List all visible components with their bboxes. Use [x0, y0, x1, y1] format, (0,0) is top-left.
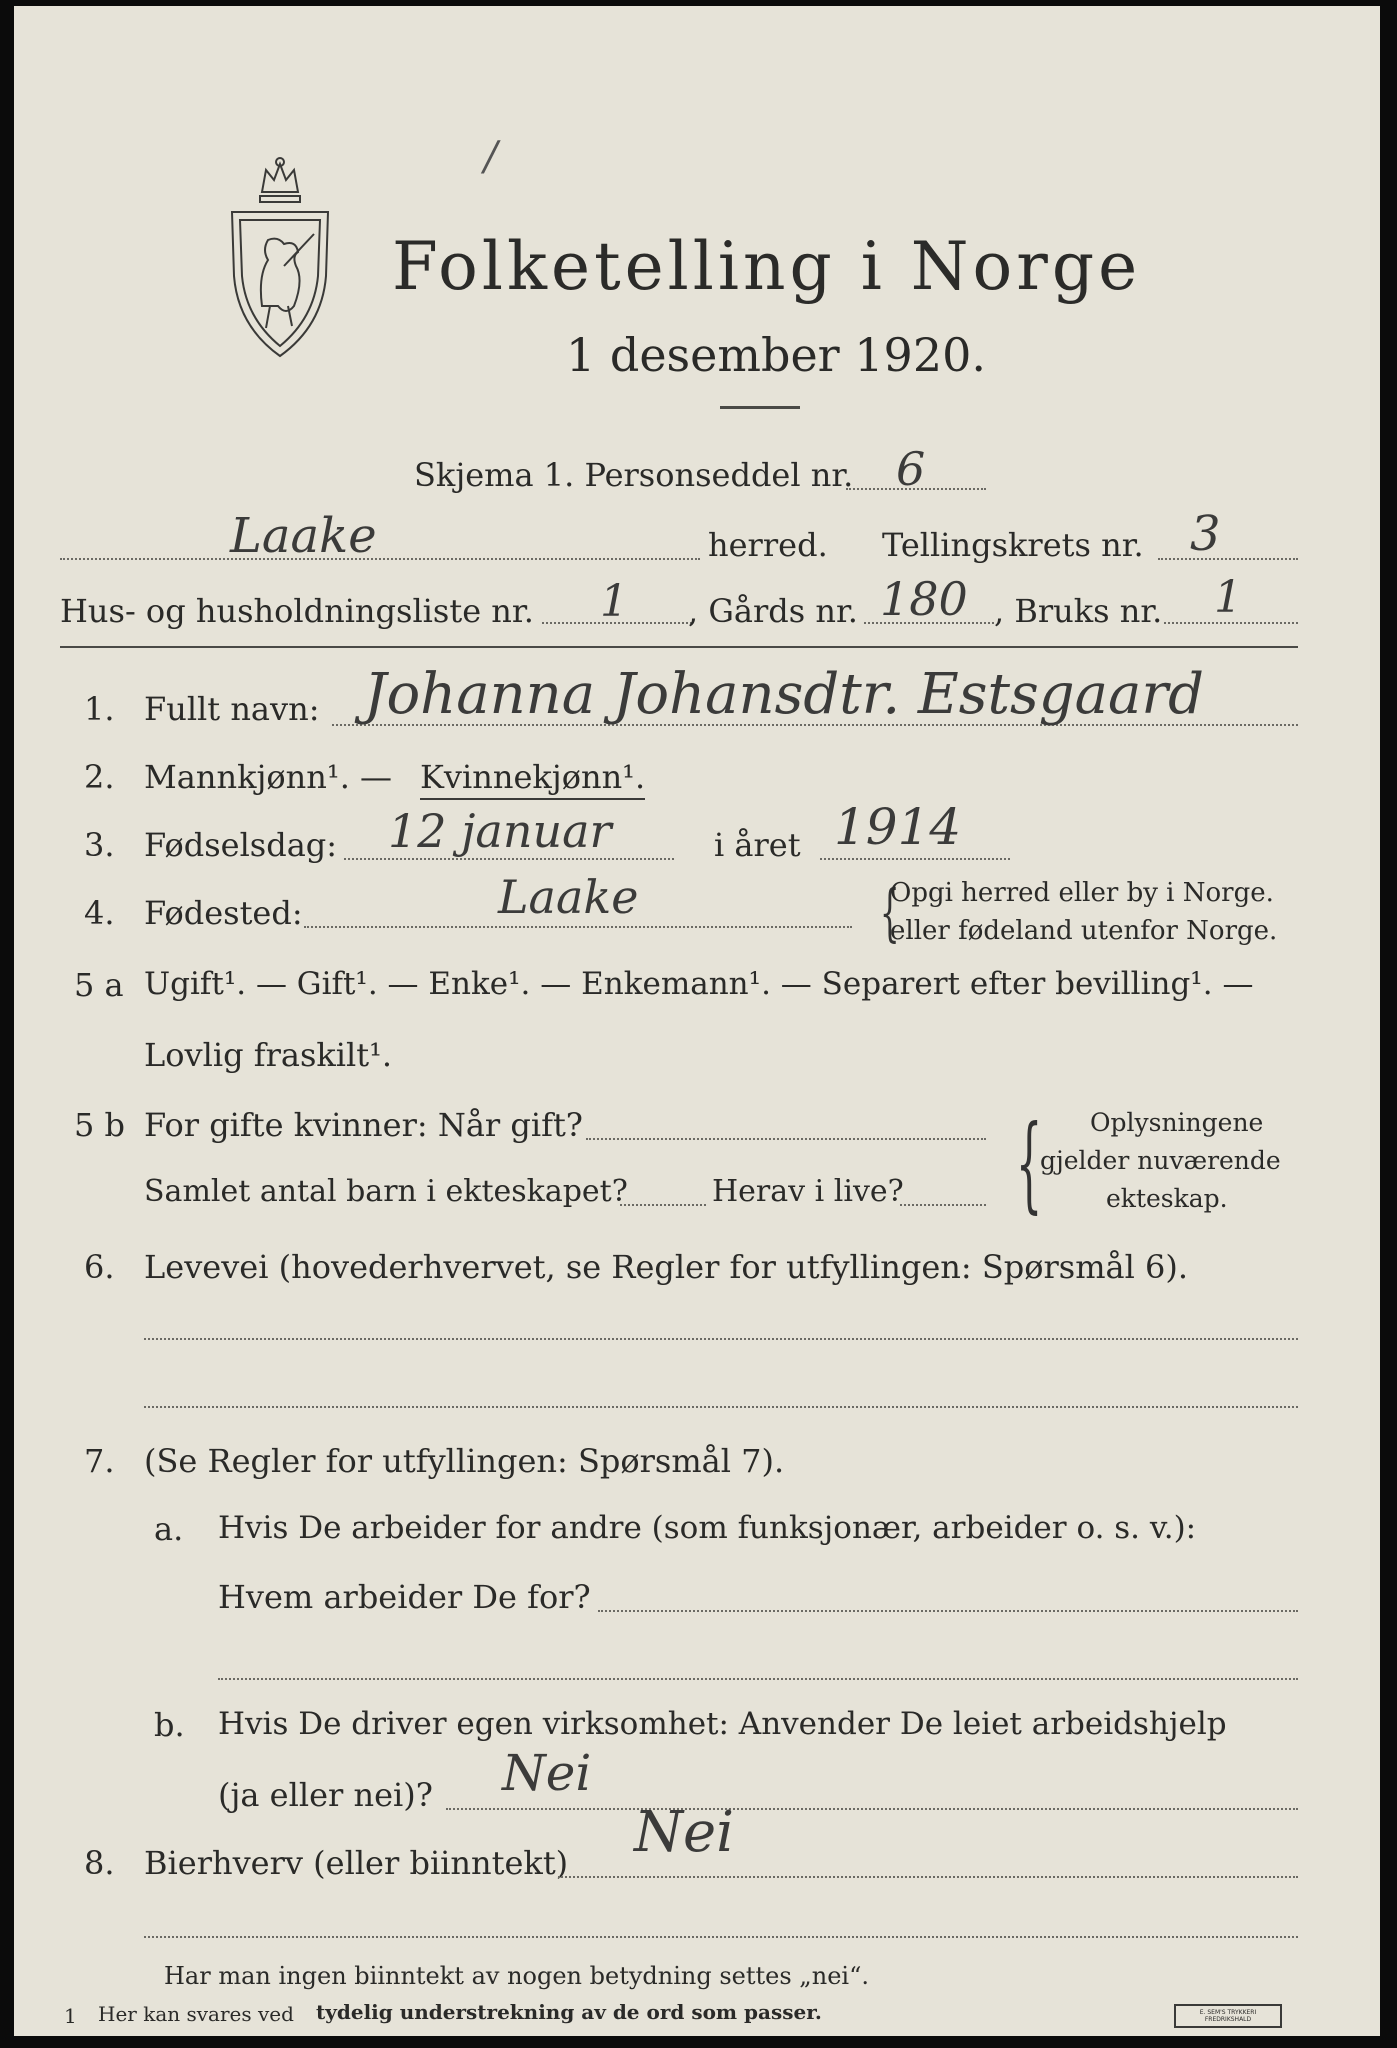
bruks-label: , Bruks nr.: [994, 592, 1163, 630]
q7b-value: Nei: [502, 1744, 592, 1802]
q8-number: 8.: [84, 1844, 115, 1882]
footer-note: Har man ingen biinntekt av nogen betydning settes „nei“.: [164, 1962, 869, 1990]
q6-label: Levevei (hovederhvervet, se Regler for utfyllingen: Spørsmål 6).: [144, 1248, 1189, 1286]
q7a-line-2: Hvem arbeider De for?: [218, 1578, 591, 1616]
census-date: 1 desember 1920.: [566, 328, 986, 382]
q6-line-2: [144, 1406, 1298, 1408]
gards-label: , Gårds nr.: [688, 592, 858, 630]
norway-coat-of-arms-icon: [222, 156, 338, 364]
q4-label: Fødested:: [144, 894, 303, 932]
q7b-line-2: (ja eller nei)?: [218, 1776, 433, 1814]
q7-label: (Se Regler for utfyllingen: Spørsmål 7).: [144, 1442, 785, 1480]
q4-brace: {: [879, 876, 900, 949]
q8-line: [558, 1876, 1298, 1878]
q1-label: Fullt navn:: [144, 690, 320, 728]
printer-stamp-text: E. SEM'S TRYKKERI FREDRIKSHALD: [1199, 2009, 1257, 2023]
q3-number: 3.: [84, 826, 115, 864]
q3-year-line: [820, 858, 1010, 860]
census-form-page: [14, 6, 1380, 2036]
q5b-children-line: [620, 1204, 706, 1206]
q7-number: 7.: [84, 1442, 115, 1480]
q4-note-2: eller fødeland utenfor Norge.: [890, 916, 1278, 946]
q3-year-label: i året: [714, 826, 801, 864]
q2-male: Mannkjønn¹.: [144, 758, 350, 796]
q6-number: 6.: [84, 1248, 115, 1286]
q5b-children-label: Samlet antal barn i ekteskapet?: [144, 1174, 628, 1209]
header-divider: [60, 646, 1298, 648]
q5b-number: 5 b: [74, 1106, 126, 1144]
q7b-line: [446, 1808, 1298, 1810]
printer-stamp: [1174, 2004, 1282, 2028]
q7a-line-extra: [218, 1678, 1298, 1680]
q8-line-extra: [144, 1936, 1298, 1938]
q7a-line-1: Hvis De arbeider for andre (som funksjonær, arbeider o. s. v.):: [218, 1510, 1197, 1546]
q5b-note-1: Oplysningene: [1090, 1108, 1264, 1137]
q7a-line: [598, 1610, 1298, 1612]
q4-line: [304, 926, 852, 928]
q5a-line-2: Lovlig fraskilt¹.: [144, 1036, 393, 1074]
form-title: Folketelling i Norge: [392, 228, 1142, 305]
krets-value: 3: [1190, 506, 1221, 562]
krets-line: [1158, 558, 1298, 560]
q5b-note-3: ekteskap.: [1106, 1184, 1228, 1213]
q4-number: 4.: [84, 894, 115, 932]
q7b-line-1: Hvis De driver egen virksomhet: Anvender De leiet arbeidshjelp: [218, 1706, 1227, 1742]
q5b-alive-label: Herav i live?: [712, 1174, 904, 1209]
gards-value: 180: [880, 572, 968, 626]
herred-line: [60, 558, 700, 560]
q5b-married-label: For gifte kvinner: Når gift?: [144, 1106, 583, 1144]
q2-female: Kvinnekjønn¹.: [420, 758, 645, 800]
q8-value: Nei: [634, 1800, 735, 1865]
footnote-mark: 1: [64, 2004, 77, 2028]
q7a-letter: a.: [154, 1510, 184, 1548]
q1-value: Johanna Johansdtr. Estsgaard: [364, 662, 1205, 727]
q5a-number: 5 a: [74, 966, 124, 1004]
liste-value: 1: [600, 576, 628, 627]
form-id-label: Skjema 1. Personseddel nr.: [414, 456, 854, 494]
q3-value: 12 januar: [388, 804, 612, 858]
q3-year-value: 1914: [834, 798, 962, 856]
footnote-text-a: Her kan svares ved: [98, 2002, 294, 2026]
q2-number: 2.: [84, 758, 115, 796]
liste-label: Hus- og husholdningsliste nr.: [60, 592, 534, 630]
footnote-text-b: tydelig understrekning av de ord som passer.: [316, 2000, 822, 2024]
q8-label: Bierhverv (eller biinntekt): [144, 1844, 569, 1882]
krets-label: Tellingskrets nr.: [882, 526, 1144, 564]
herred-value: Laake: [230, 508, 377, 564]
q5a-line-1: Ugift¹. — Gift¹. — Enke¹. — Enkemann¹. — Separert efter bevilling¹. —: [144, 966, 1254, 1002]
q1-number: 1.: [84, 690, 115, 728]
q4-value: Laake: [498, 870, 639, 924]
corner-mark: /: [484, 134, 498, 180]
herred-label: herred.: [708, 526, 828, 564]
q4-note-1: Opgi herred eller by i Norge.: [890, 878, 1274, 908]
q5b-note-2: gjelder nuværende: [1040, 1146, 1281, 1175]
q5b-alive-line: [900, 1204, 986, 1206]
q5b-married-line: [586, 1138, 986, 1140]
q3-line: [344, 858, 674, 860]
bruks-value: 1: [1214, 572, 1242, 623]
form-id-value: 6: [896, 442, 926, 496]
q3-label: Fødselsdag:: [144, 826, 338, 864]
q7b-letter: b.: [154, 1706, 185, 1744]
q2-separator: —: [360, 758, 392, 796]
q5b-brace: {: [1015, 1102, 1043, 1224]
title-divider: [720, 406, 800, 409]
q6-line-1: [144, 1338, 1298, 1340]
